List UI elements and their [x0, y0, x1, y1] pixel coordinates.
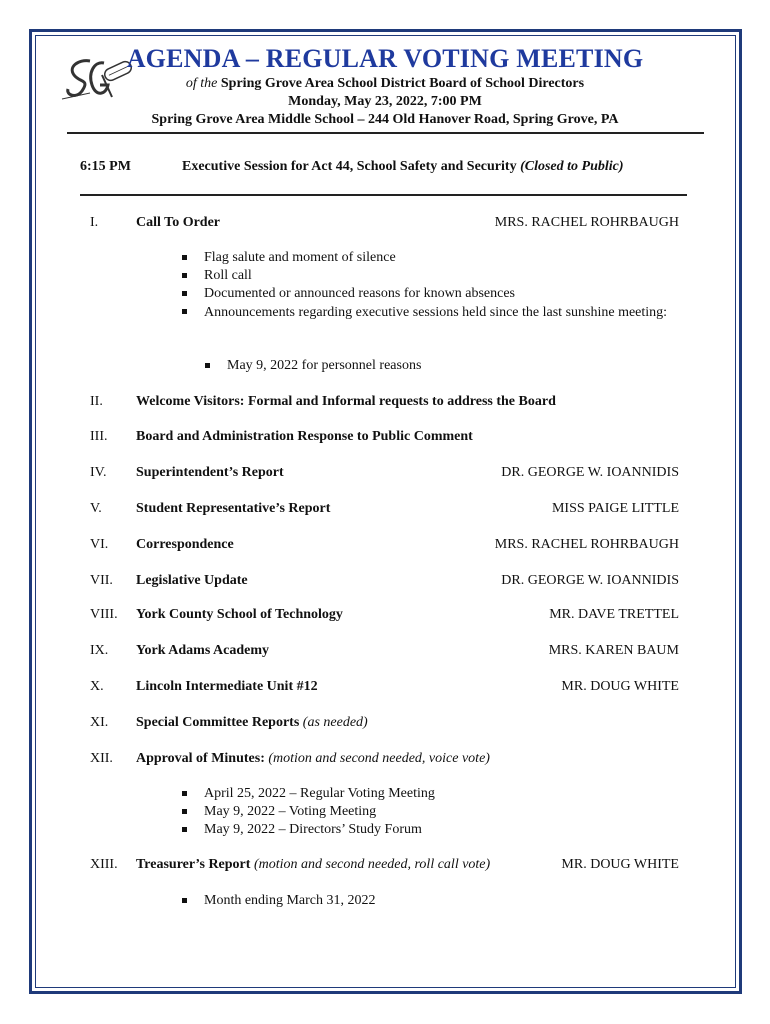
item-label: Correspondence: [136, 537, 234, 552]
item-number: VIII.: [90, 607, 118, 622]
item-number: XI.: [90, 715, 109, 730]
agenda-item: [0, 215, 770, 235]
bullet-icon: [182, 309, 187, 314]
agenda-item: [0, 394, 770, 414]
item-presenter: MRS. KAREN BAUM: [548, 643, 679, 658]
item-number: X.: [90, 679, 104, 694]
meeting-date: Monday, May 23, 2022, 7:00 PM: [288, 94, 482, 109]
bullet-text: Documented or announced reasons for known absences: [204, 286, 516, 301]
bullet-text: April 25, 2022 – Regular Voting Meeting: [204, 786, 435, 801]
agenda-item: [0, 679, 770, 699]
item-number: VII.: [90, 573, 113, 588]
item-number: IX.: [90, 643, 109, 658]
item-presenter: MR. DOUG WHITE: [561, 857, 679, 872]
item-label-text: Special Committee Reports: [136, 715, 300, 730]
item-number: V.: [90, 501, 102, 516]
item-label: [136, 857, 490, 873]
bullet-icon: [205, 363, 210, 368]
item-label: Student Representative’s Report: [136, 501, 331, 516]
item-presenter: MR. DAVE TRETTEL: [549, 607, 679, 622]
item-number: II.: [90, 394, 103, 409]
bullet-icon: [182, 291, 187, 296]
item-presenter: MRS. RACHEL ROHRBAUGH: [494, 215, 679, 230]
item-number: IV.: [90, 465, 107, 480]
item-label: York County School of Technology: [136, 607, 343, 622]
item-number: XII.: [90, 751, 113, 766]
bullet-icon: [182, 791, 187, 796]
bullet-text: Month ending March 31, 2022: [204, 893, 376, 908]
agenda-item: [0, 537, 770, 557]
agenda-item: [0, 573, 770, 593]
executive-session-note: (Closed to Public): [520, 159, 624, 174]
item-presenter: MRS. RACHEL ROHRBAUGH: [494, 537, 679, 552]
executive-session-label: Executive Session for Act 44, School Safety and Security: [182, 159, 517, 174]
item-label: Lincoln Intermediate Unit #12: [136, 679, 318, 694]
item-label: York Adams Academy: [136, 643, 270, 658]
item-number: III.: [90, 429, 108, 444]
item-label-text: Approval of Minutes:: [136, 751, 265, 766]
agenda-item: [0, 715, 770, 735]
item-label: Superintendent’s Report: [136, 465, 284, 480]
agenda-item: [0, 751, 770, 771]
bullet-icon: [182, 809, 187, 814]
bullet-icon: [182, 255, 187, 260]
item-label: [136, 715, 368, 731]
meeting-location: Spring Grove Area Middle School – 244 Old Hanover Road, Spring Grove, PA: [151, 112, 619, 127]
agenda-item: [0, 857, 770, 877]
item-presenter: MR. DOUG WHITE: [561, 679, 679, 694]
bullet-text: May 9, 2022 – Directors’ Study Forum: [204, 822, 422, 837]
item-number: XIII.: [90, 857, 118, 872]
agenda-item: [0, 643, 770, 663]
bullet-text: May 9, 2022 – Voting Meeting: [204, 804, 377, 819]
item-label: Call To Order: [136, 215, 221, 230]
subtitle-board: Spring Grove Area School District Board of School Directors: [220, 76, 585, 91]
agenda-title: AGENDA – REGULAR VOTING MEETING: [126, 44, 644, 73]
bullet-icon: [182, 898, 187, 903]
item-presenter: DR. GEORGE W. IOANNIDIS: [501, 573, 679, 588]
item-note: (motion and second needed, voice vote): [268, 751, 490, 766]
item-label: [136, 751, 490, 767]
item-label: Board and Administration Response to Public Comment: [136, 429, 473, 444]
agenda-item: [0, 607, 770, 627]
executive-session-text: [182, 159, 624, 175]
item-note: (as needed): [302, 715, 368, 730]
bullet-text: Roll call: [204, 268, 252, 283]
agenda-item: [0, 465, 770, 485]
item-label: Welcome Visitors: Formal and Informal requests to address the Board: [136, 394, 556, 409]
header-divider: [67, 132, 704, 134]
item-label-text: Treasurer’s Report: [136, 857, 251, 872]
bullet-text: Flag salute and moment of silence: [204, 250, 396, 265]
item-presenter: DR. GEORGE W. IOANNIDIS: [501, 465, 679, 480]
agenda-subtitle: [0, 76, 770, 92]
executive-divider: [80, 194, 687, 196]
item-number: VI.: [90, 537, 109, 552]
item-note: (motion and second needed, roll call vote): [253, 857, 491, 872]
item-presenter: MISS PAIGE LITTLE: [551, 501, 679, 516]
bullet-icon: [182, 273, 187, 278]
bullet-icon: [182, 827, 187, 832]
agenda-item: [0, 501, 770, 521]
item-label: Legislative Update: [136, 573, 248, 588]
agenda-item: [0, 429, 770, 449]
bullet-text: May 9, 2022 for personnel reasons: [227, 358, 422, 373]
item-number: I.: [90, 215, 99, 230]
executive-session-time: 6:15 PM: [80, 159, 131, 174]
subtitle-of: of the: [185, 76, 218, 91]
bullet-text: Announcements regarding executive sessions held since the last sunshine meeting:: [204, 305, 668, 320]
